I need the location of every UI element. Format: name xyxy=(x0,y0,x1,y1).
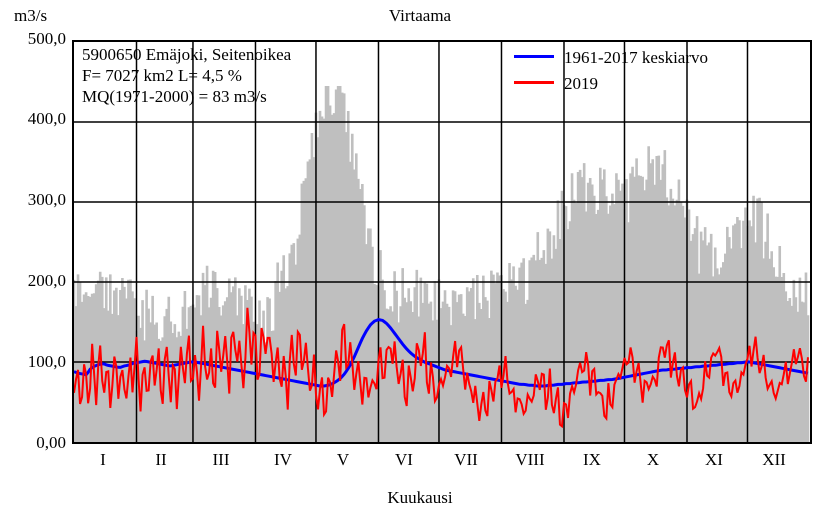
plot-area xyxy=(72,40,812,444)
x-tick-XI: XI xyxy=(705,450,723,469)
y-tick-2: 200,0 xyxy=(27,271,66,290)
variation-band xyxy=(74,86,808,442)
legend-label-mean: 1961-2017 keskiarvo xyxy=(564,48,709,68)
x-tick-VIII: VIII xyxy=(515,450,545,469)
x-tick-IV: IV xyxy=(274,450,292,469)
x-tick-I: I xyxy=(100,450,106,469)
annotation-mq: MQ(1971-2000) = 83 m3/s xyxy=(82,87,267,106)
x-tick-IX: IX xyxy=(583,450,601,469)
x-tick-VII: VII xyxy=(454,450,478,469)
x-tick-V: V xyxy=(336,450,350,469)
annotation-station: 5900650 Emäjoki, Seitenoikea xyxy=(82,45,292,64)
plot-canvas xyxy=(74,42,810,442)
y-tick-4: 400,0 xyxy=(27,109,66,128)
x-tick-XII: XII xyxy=(762,450,786,469)
y-tick-5: 500,0 xyxy=(27,29,66,48)
legend-label-2019: 2019 xyxy=(564,74,598,94)
y-tick-1: 100,0 xyxy=(27,352,66,371)
y-tick-3: 300,0 xyxy=(27,190,66,209)
y-tick-0: 0,00 xyxy=(36,433,66,452)
chart-title: Virtaama xyxy=(388,6,452,25)
x-axis-label: Kuukausi xyxy=(387,488,453,507)
x-tick-VI: VI xyxy=(395,450,413,469)
y-axis-label: m3/s xyxy=(14,6,48,25)
x-tick-III: III xyxy=(212,450,230,469)
x-tick-X: X xyxy=(646,450,660,469)
x-tick-II: II xyxy=(155,450,167,469)
annotation-area: F= 7027 km2 L= 4,5 % xyxy=(82,66,242,85)
